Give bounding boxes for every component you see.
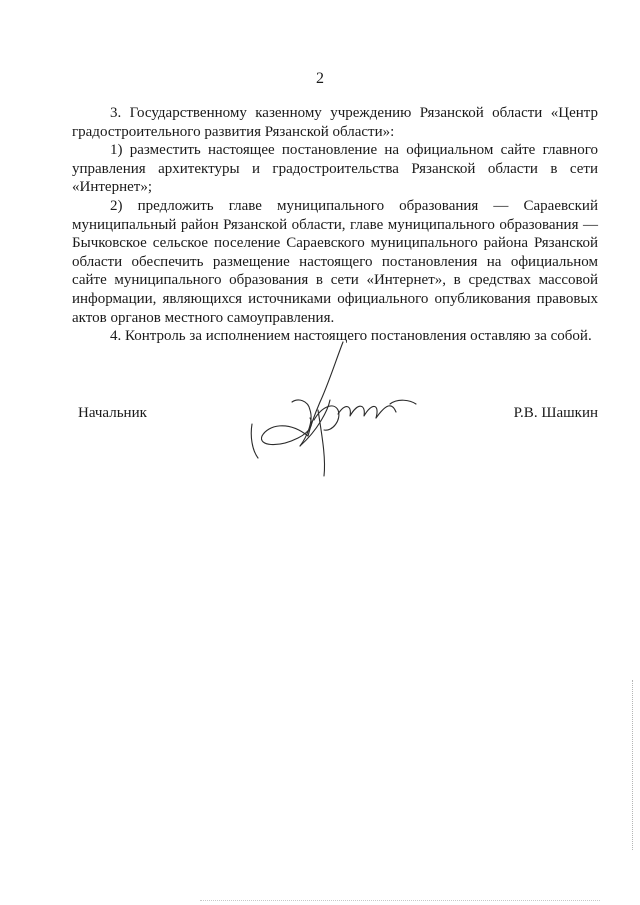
paragraph-4: 4. Контроль за исполнением настоящего постановления оставляю за собой. [110, 328, 592, 345]
position-title: Начальник [78, 405, 147, 421]
handwritten-signature [248, 340, 428, 480]
paragraph-3-item-2: 2) предложить главе муниципального образования — Сараевский муниципальный район Рязанской области, главе муниципального образования — Бычковское сельское поселение Сараевского муниципального района Рязанской области обеспечить размещение настоящего постановления на официальном сайте муниципального образования в сети «Интернет», в средствах массовой информации, являющихся источниками официального опубликования правовых актов органов местного самоуправления. [72, 197, 598, 326]
paragraph-3-item-1: 1) разместить настоящее постановление на официальном сайте главного управления архитектуры и градостроительства Рязанской области в сети «Интернет»; [72, 142, 598, 196]
signer-name: Р.В. Шашкин [513, 405, 598, 421]
scan-edge-artifact [632, 680, 636, 850]
scan-bottom-artifact [200, 900, 600, 902]
paragraph-3: 3. Государственному казенному учреждению Рязанской области «Центр градостроительного развития Рязанской области»: [72, 105, 598, 140]
page-number: 2 [316, 70, 324, 87]
document-body [72, 104, 598, 346]
